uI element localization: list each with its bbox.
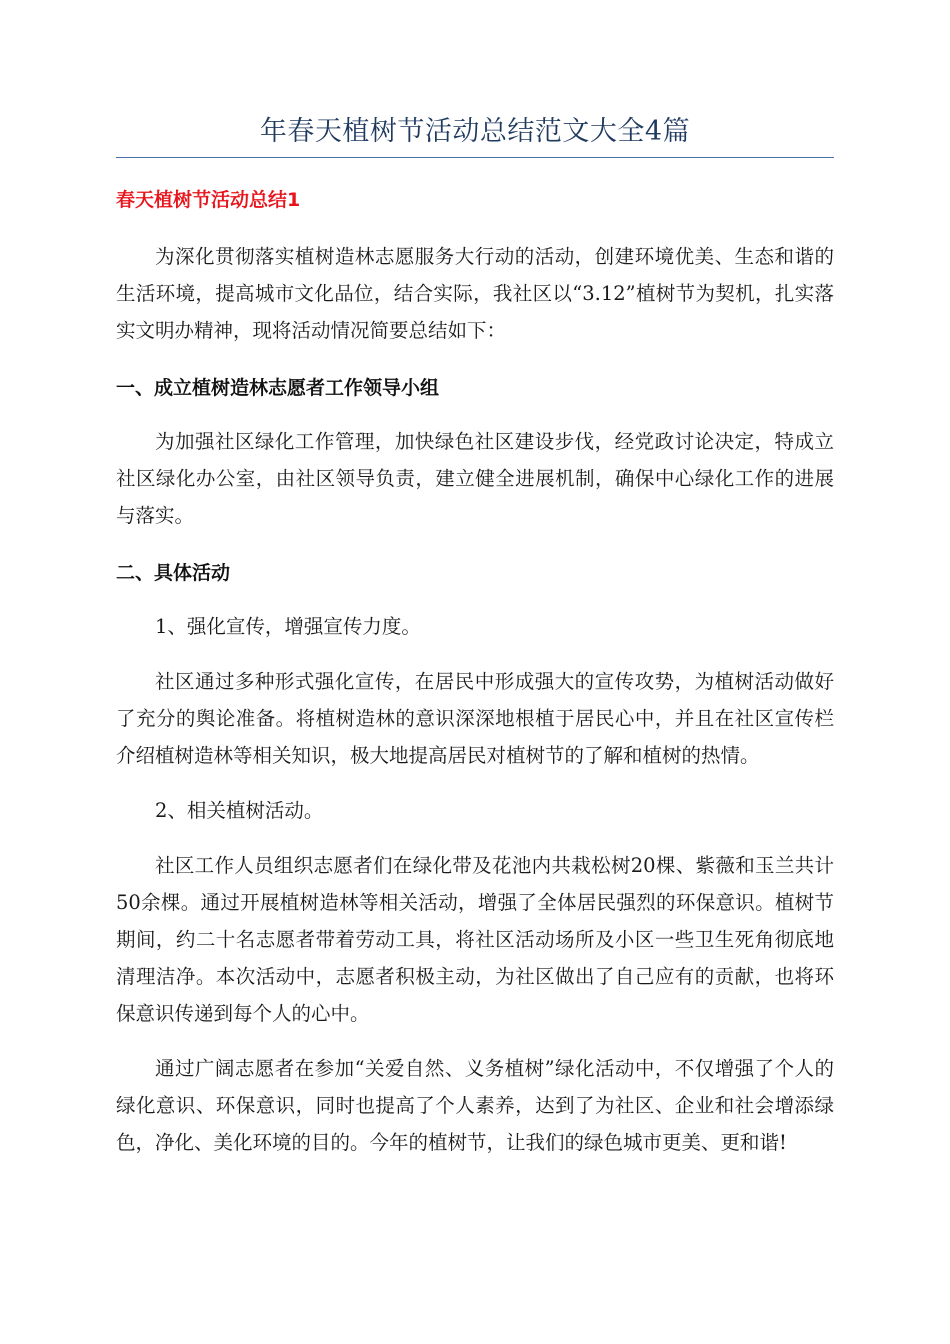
part1-heading: 一、成立植树造林志愿者工作领导小组 [116, 377, 440, 399]
part2-heading: 二、具体活动 [116, 562, 231, 584]
section-heading: 春天植树节活动总结1 [116, 189, 301, 211]
item2-title: 2、相关植树活动。 [155, 799, 324, 822]
part1-paragraph: 为加强社区绿化工作管理，加快绿色社区建设步伐，经党政讨论决定，特成立社区绿化办公室，由社区领导负责，建立健全进展机制，确保中心绿化工作的进展与落实。 [116, 430, 834, 527]
title-underline [116, 157, 834, 158]
item1-paragraph: 社区通过多种形式强化宣传，在居民中形成强大的宣传攻势，为植树活动做好了充分的舆论准备。将植树造林的意识深深地根植于居民心中，并且在社区宣传栏介绍植树造林等相关知识，极大地提高居民对植树节的了解和植树的热情。 [116, 670, 834, 767]
conclusion-paragraph: 通过广阔志愿者在参加“关爱自然、义务植树”绿化活动中，不仅增强了个人的绿化意识、环保意识，同时也提高了个人素养，达到了为社区、企业和社会增添绿色，净化、美化环境的目的。今年的植树节，让我们的绿色城市更美、更和谐! [116, 1057, 834, 1154]
item1-title: 1、强化宣传，增强宣传力度。 [155, 615, 421, 638]
document-page [116, 0, 834, 1161]
intro-paragraph: 为深化贯彻落实植树造林志愿服务大行动的活动，创建环境优美、生态和谐的生活环境，提高城市文化品位，结合实际，我社区以“3.12”植树节为契机，扎实落实文明办精神，现将活动情况简要总结如下： [116, 245, 834, 342]
item2-paragraph: 社区工作人员组织志愿者们在绿化带及花池内共栽松树20棵、紫薇和玉兰共计50余棵。通过开展植树造林等相关活动，增强了全体居民强烈的环保意识。植树节期间，约二十名志愿者带着劳动工具，将社区活动场所及小区一些卫生死角彻底地清理洁净。本次活动中，志愿者积极主动，为社区做出了自己应有的贡献，也将环保意识传递到每个人的心中。 [116, 854, 834, 1025]
document-title: 年春天植树节活动总结范文大全4篇 [259, 116, 691, 147]
